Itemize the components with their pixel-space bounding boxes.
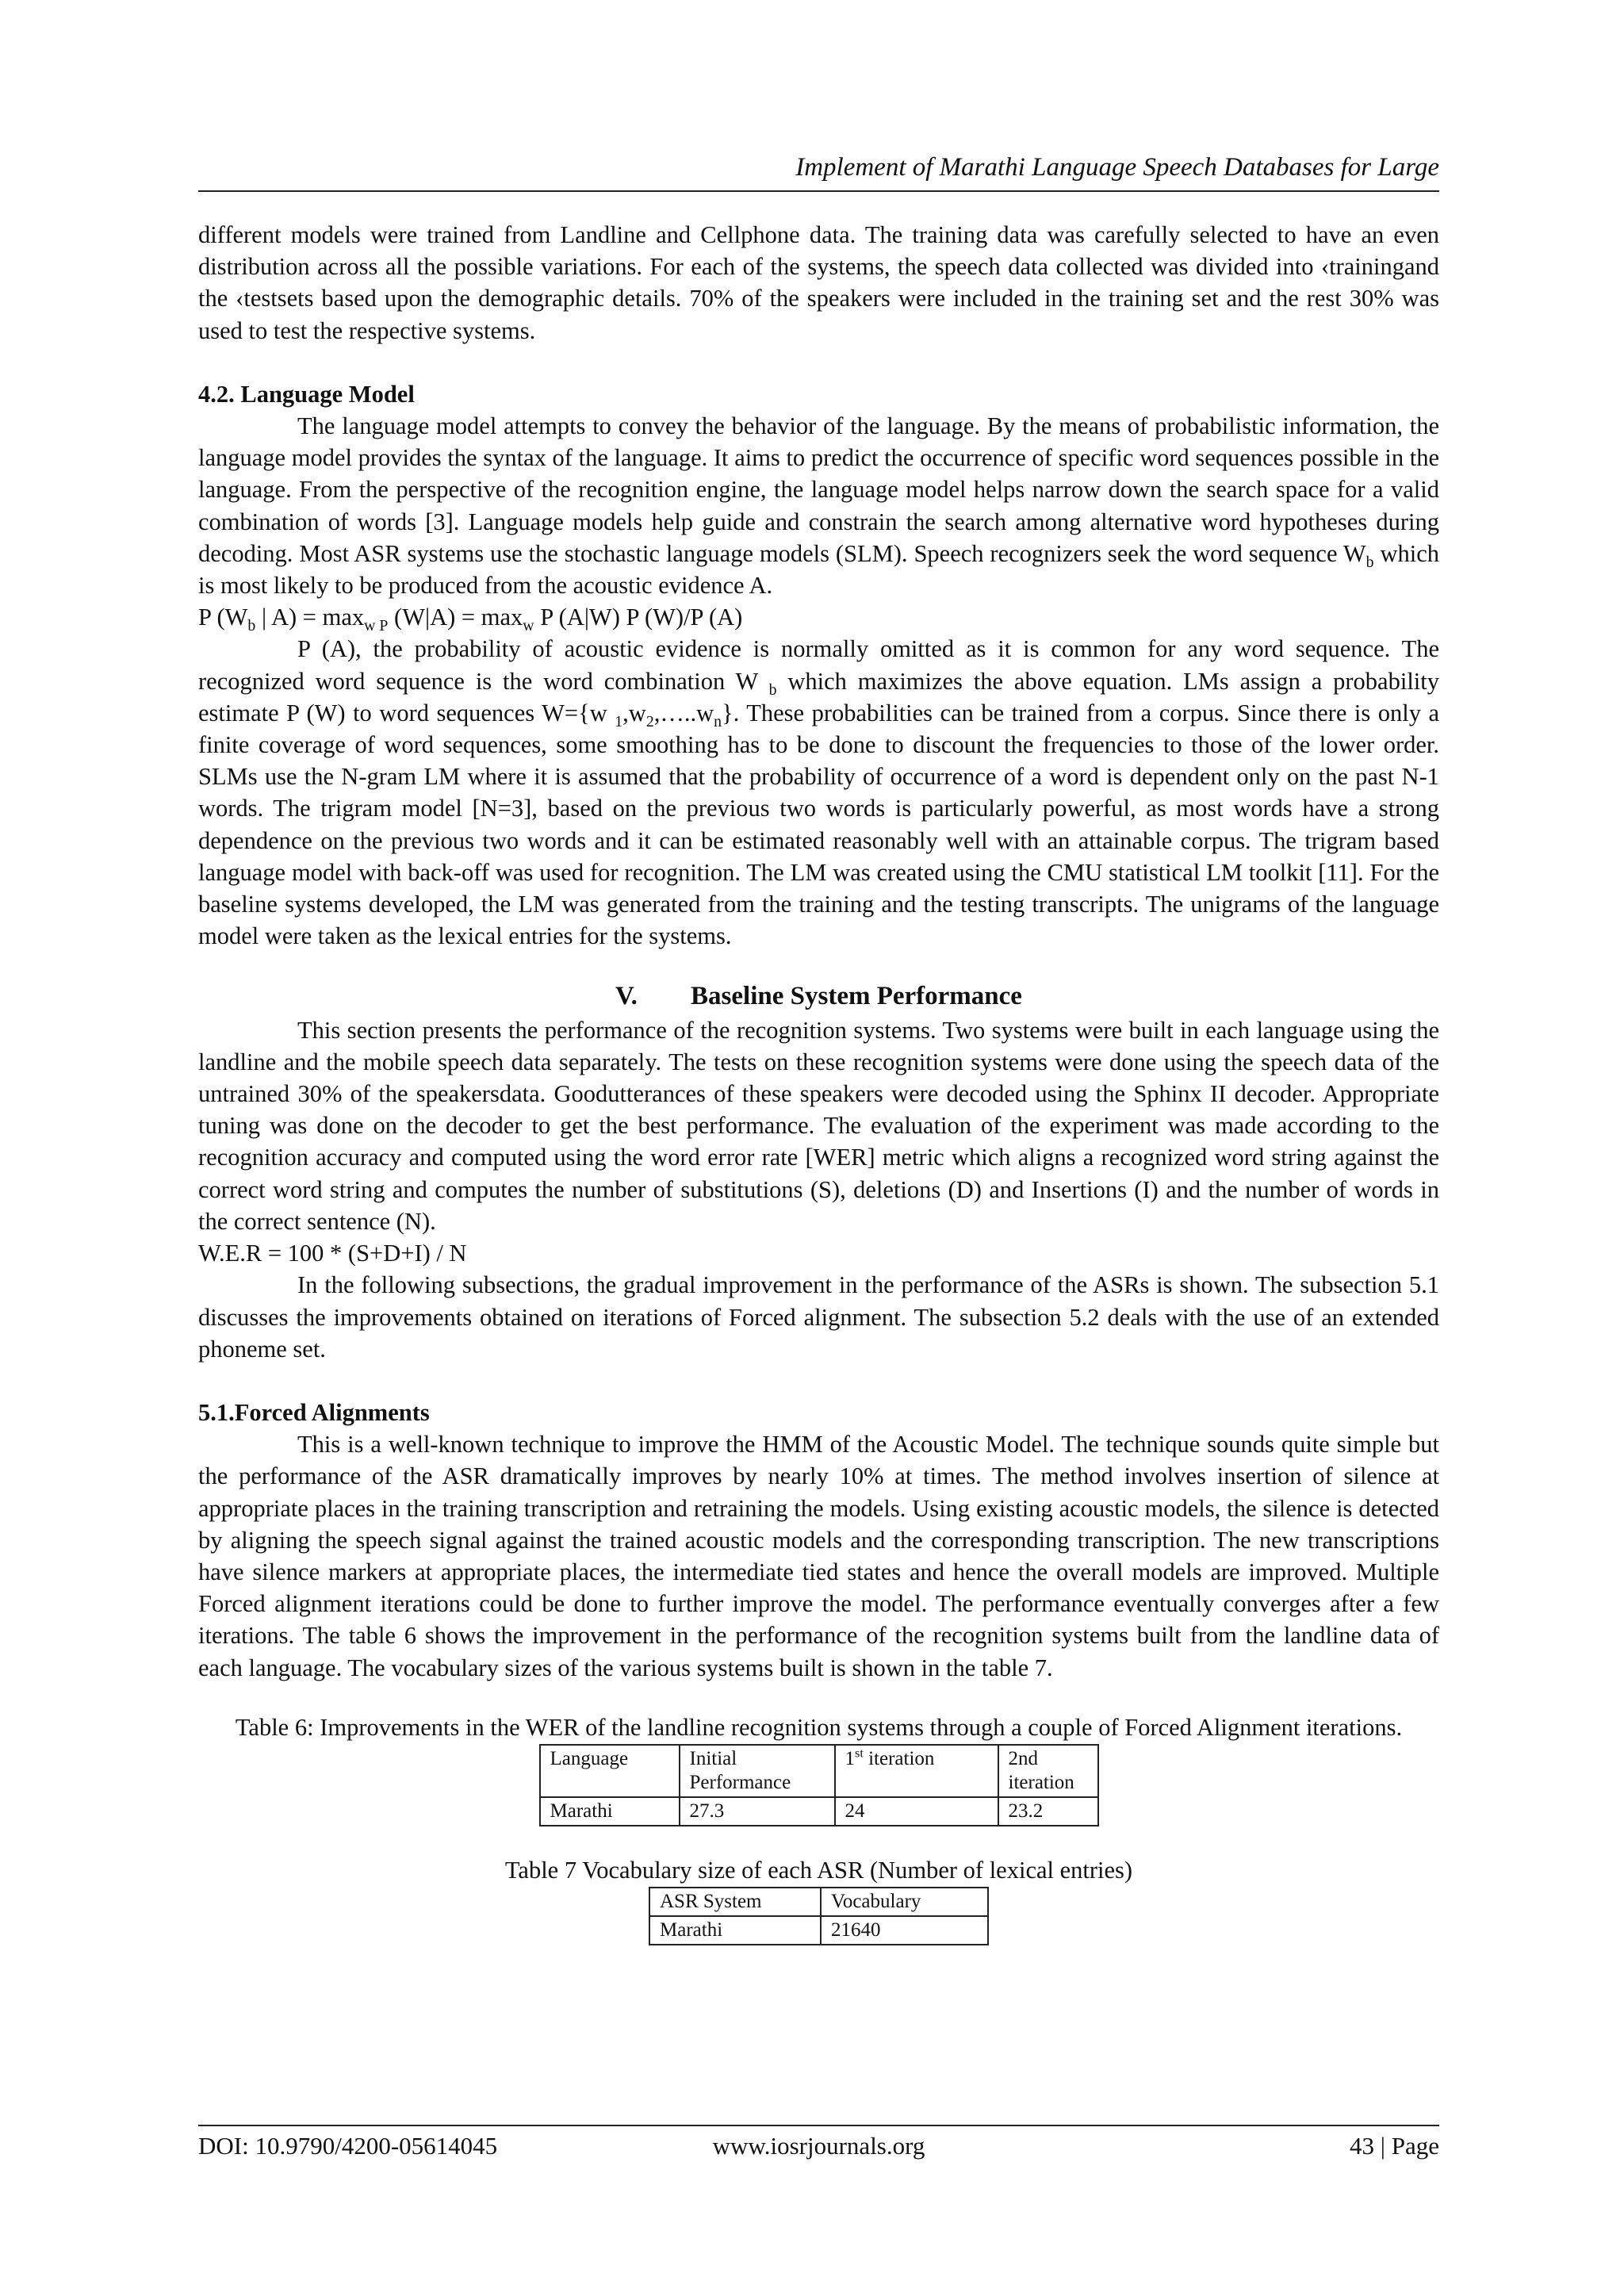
table-cell: Marathi bbox=[540, 1797, 680, 1826]
table-row bbox=[649, 1916, 988, 1945]
table-cell: 24 bbox=[835, 1797, 998, 1826]
footer-rule bbox=[198, 2125, 1439, 2126]
table-cell: Vocabulary bbox=[821, 1888, 988, 1916]
forced-alignments-paragraph: This is a well-known technique to improve the HMM of the Acoustic Model. The technique sounds quite simple but the performance of the ASR dramatically improves by nearly 10% at times. The method involves insertion of silence at appropriate places in the training transcription and retraining the models. Using existing acoustic models, the silence is detected by aligning the speech signal against the trained acoustic models and the corresponding transcription. The new transcriptions have silence markers at appropriate places, the intermediate tied states and hence the overall models are improved. Multiple Forced alignment iterations could be done to further improve the model. The performance eventually converges after a few iterations. The table 6 shows the improvement in the performance of the recognition systems built from the landline data of each language. The vocabulary sizes of the various systems built is shown in the table 7. bbox=[198, 1431, 1439, 1681]
table-row bbox=[540, 1797, 1098, 1826]
table-cell: ASR System bbox=[649, 1888, 821, 1916]
table-6 bbox=[539, 1744, 1099, 1826]
body-text bbox=[198, 219, 1439, 1945]
footer-doi: DOI: 10.9790/4200-05614045 bbox=[198, 2132, 498, 2160]
language-model-paragraph-2: P (A), the probability of acoustic evidence is normally omitted as it is common for any word sequence. The recognized word sequence is the word combination W $_b$ which maximizes the above equation. LMs assign a probability estimate P (W) to word sequences W={w $_1,w_2,\dots..w_n$}. These probabilities can be trained from a corpus. Since there is only a finite coverage of word sequences, some smoothing has to be done to discount the frequencies to those of the lower order. SLMs use the N-gram LM where it is assumed that the probability of occurrence of a word is dependent only on the past N-1 words. The trigram model [N=3], based on the previous two words is particularly powerful, as most words have a strong dependence on the previous two words and it can be estimated reasonably well with an attainable corpus. The trigram based language model with back-off was used for recognition. The LM was created using the CMU statistical LM toolkit [11]. For the baseline systems developed, the LM was generated from the training and the testing transcripts. The unigrams of the language model were taken as the lexical entries for the systems. bbox=[198, 635, 1439, 950]
language-model-heading: 4.2. Language Model bbox=[198, 380, 415, 408]
footer-page-number: 43 | Page bbox=[1350, 2132, 1439, 2160]
footer-website: www.iosrjournals.org bbox=[712, 2132, 925, 2160]
table-6-caption: Table 6: Improvements in the WER of the landline recognition systems through a couple of Forced Alignment iterations. bbox=[235, 1713, 1403, 1741]
table-cell: 21640 bbox=[821, 1916, 988, 1945]
running-head: Implement of Marathi Language Speech Databases for Large bbox=[795, 153, 1439, 182]
forced-alignments-heading: 5.1.Forced Alignments bbox=[198, 1398, 430, 1426]
header-rule bbox=[198, 190, 1439, 192]
table-cell: 23.2 bbox=[998, 1797, 1098, 1826]
baseline-paragraph-1: This section presents the performance of the recognition systems. Two systems were built in each language using the landline and the mobile speech data separately. The tests on these recognition systems were done using the speech data of the untrained 30% of the speakersdata. Goodutterances of these speakers were decoded using the Sphinx II decoder. Appropriate tuning was done on the decoder to get the best performance. The evaluation of the experiment was made according to the recognition accuracy and computed using the word error rate [WER] metric which aligns a recognized word string against the correct word string and computes the number of substitutions (S), deletions (D) and Insertions (I) and the number of words in the correct sentence (N). bbox=[198, 1016, 1439, 1235]
table-row bbox=[649, 1888, 988, 1916]
wer-equation: W.E.R = 100 * (S+D+I) / N bbox=[198, 1240, 467, 1267]
section-title: Baseline System Performance bbox=[691, 982, 1022, 1011]
table-cell: Initial Performance bbox=[680, 1745, 835, 1797]
table-cell: Language bbox=[540, 1745, 680, 1797]
baseline-section-heading bbox=[198, 980, 1439, 1012]
table-cell: Marathi bbox=[649, 1916, 821, 1945]
table-cell: 27.3 bbox=[680, 1797, 835, 1826]
section-number: V. bbox=[615, 982, 638, 1011]
language-model-paragraph-1: The language model attempts to convey the behavior of the language. By the means of probabilistic information, the language model provides the syntax of the language. It aims to predict the occurrence of specific word sequences possible in the language. From the perspective of the recognition engine, the language model helps narrow down the search space for a valid combination of words [3]. Language models help guide and constrain the search among alternative word hypotheses during decoding. Most ASR systems use the stochastic language models (SLM). Speech recognizers seek the word sequence $W_b$ which is most likely to be produced from the acoustic evidence A. bbox=[198, 412, 1439, 600]
language-model-equation: P ($W_b$ | $A) = \max_{w P} (W|A) = \max_w P$ (A|W) P (W)/P (A) bbox=[198, 604, 743, 635]
intro-paragraph: different models were trained from Landline and Cellphone data. The training data was carefully selected to have an even distribution across all the possible variations. For each of the systems, the speech data collected was divided into ‹trainingand the ‹testsets based upon the demographic details. 70% of the speakers were included in the training set and the rest 30% was used to test the respective systems. bbox=[198, 221, 1439, 344]
table-7 bbox=[649, 1887, 989, 1945]
table-cell: 2nd iteration bbox=[998, 1745, 1098, 1797]
table-row bbox=[540, 1745, 1098, 1797]
table-7-caption: Table 7 Vocabulary size of each ASR (Number of lexical entries) bbox=[504, 1856, 1133, 1884]
baseline-paragraph-2: In the following subsections, the gradual improvement in the performance of the ASRs is shown. The subsection 5.1 discusses the improvements obtained on iterations of Forced alignment. The subsection 5.2 deals with the use of an extended phoneme set. bbox=[198, 1271, 1439, 1363]
table-cell: 1st iteration bbox=[835, 1745, 998, 1797]
